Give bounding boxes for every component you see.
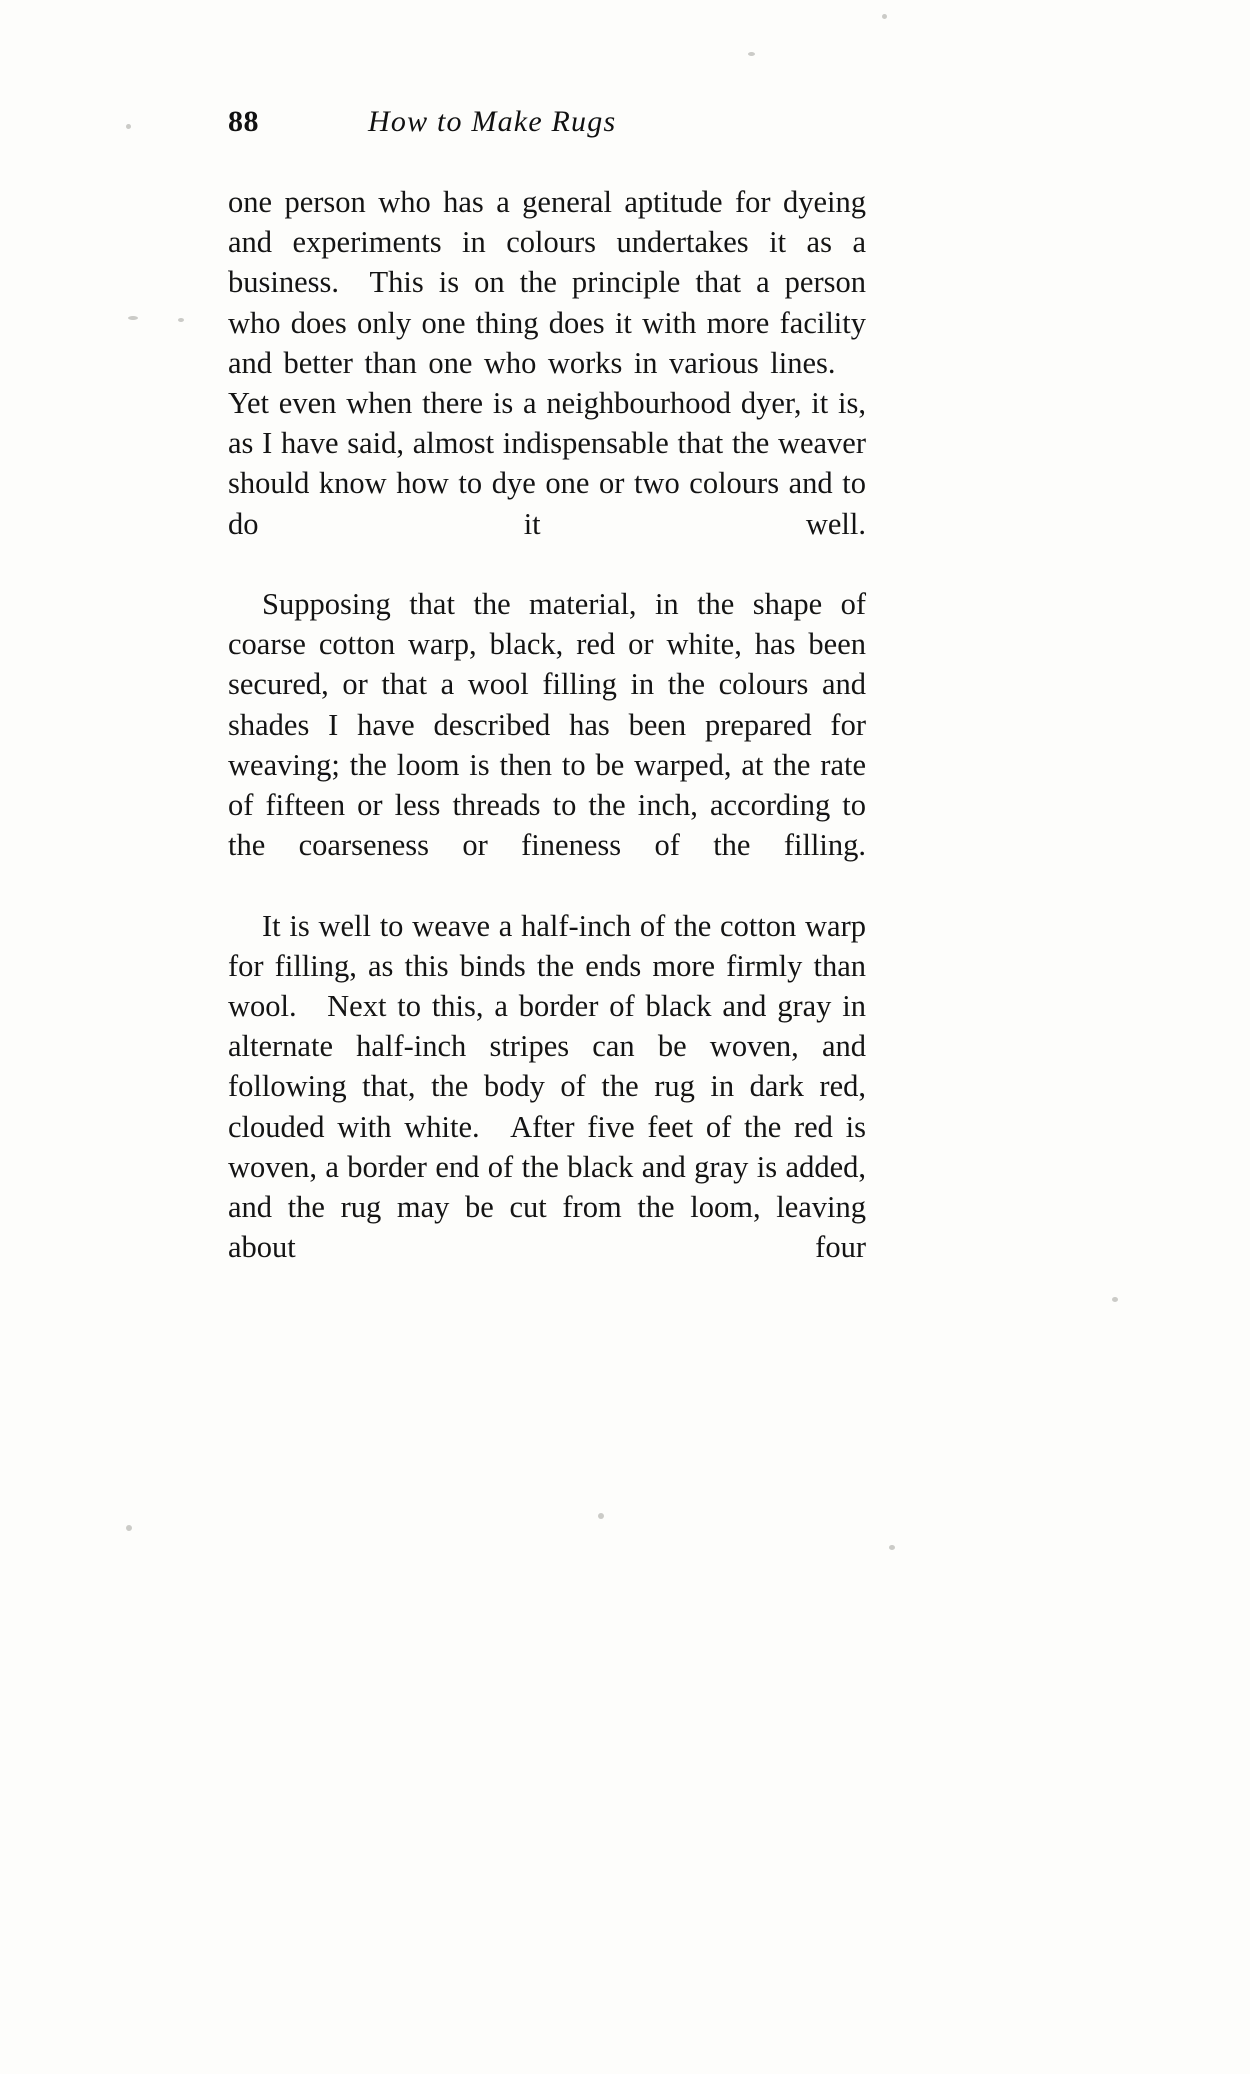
body-text-column <box>228 182 866 1308</box>
scan-speck <box>126 124 131 129</box>
page-number: 88 <box>228 105 259 138</box>
page-header <box>228 105 862 153</box>
paragraph-1: one person who has a general aptitude for dyeing and experiments in colours undertakes it as a business. This is on the principle that a person who does only one thing does it with more facility and better than one who works in various lines. Yet even when there is a neighbourhood dyer, it is, as I have said, almost indispensable that the weaver should know how to dye one or two colours and to do it well. <box>228 185 866 541</box>
scan-speck <box>126 1525 132 1531</box>
scan-speck <box>748 52 755 56</box>
scan-speck <box>178 318 184 322</box>
scan-speck <box>598 1513 604 1519</box>
scan-speck <box>1112 1297 1118 1302</box>
scan-speck <box>882 14 887 19</box>
scan-speck <box>128 316 138 320</box>
scan-speck <box>889 1545 895 1550</box>
paragraph-2: Supposing that the material, in the shape of coarse cotton warp, black, red or white, has been secured, or that a wool filling in the colours and shades I have described has been prepared for weaving; the loom is then to be warped, at the rate of fifteen or less threads to the inch, according to the coarseness or fineness of the filling. <box>228 587 866 863</box>
running-title: How to Make Rugs <box>368 105 617 138</box>
paragraph-3: It is well to weave a half-inch of the cotton warp for filling, as this binds the ends more firmly than wool. Next to this, a border of black and gray in alternate half-inch stripes can be woven, and following that, the body of the rug in dark red, clouded with white. After five feet of the red is woven, a border end of the black and gray is added, and the rug may be cut from the loom, leaving about four <box>228 908 866 1265</box>
